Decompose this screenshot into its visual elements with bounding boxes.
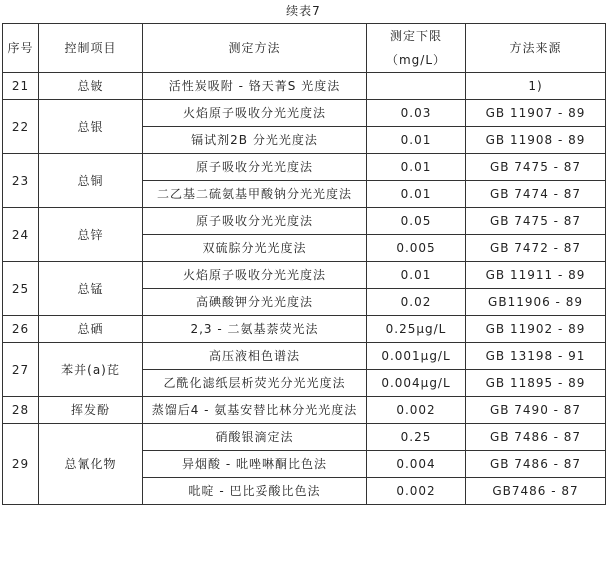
control-item: 苯并(a)芘: [39, 343, 143, 397]
monitoring-methods-table: [2, 23, 606, 505]
source-cell: 1): [466, 73, 606, 100]
control-item: 总氰化物: [39, 424, 143, 505]
control-item: 总锰: [39, 262, 143, 316]
table-body: [3, 73, 606, 505]
row-number: 25: [3, 262, 39, 316]
limit-cell: 0.001μg/L: [367, 343, 466, 370]
limit-cell: 0.05: [367, 208, 466, 235]
method-cell: 原子吸收分光光度法: [143, 208, 367, 235]
source-cell: GB 11895 - 89: [466, 370, 606, 397]
table-caption: 续表7: [286, 4, 321, 18]
source-cell: GB 7474 - 87: [466, 181, 606, 208]
table-row: [3, 424, 606, 451]
method-cell: 高压液相色谱法: [143, 343, 367, 370]
table-row: [3, 397, 606, 424]
limit-cell: 0.02: [367, 289, 466, 316]
method-cell: 镉试剂2B 分光光度法: [143, 127, 367, 154]
table-row: [3, 154, 606, 181]
limit-cell: 0.01: [367, 127, 466, 154]
table-row: [3, 316, 606, 343]
method-cell: 蒸馏后4 - 氨基安替比林分光光度法: [143, 397, 367, 424]
source-cell: GB 7486 - 87: [466, 424, 606, 451]
method-cell: 二乙基二硫氨基甲酸钠分光光度法: [143, 181, 367, 208]
limit-cell: 0.01: [367, 262, 466, 289]
method-cell: 乙酰化滤纸层析荧光分光光度法: [143, 370, 367, 397]
header-limit-line: 测定下限: [389, 29, 442, 43]
method-cell: 活性炭吸附 - 铬天菁S 光度法: [143, 73, 367, 100]
limit-cell: 0.25: [367, 424, 466, 451]
method-cell: 异烟酸 - 吡唑啉酮比色法: [143, 451, 367, 478]
source-cell: GB 7490 - 87: [466, 397, 606, 424]
control-item: 总铜: [39, 154, 143, 208]
row-number: 21: [3, 73, 39, 100]
row-number: 22: [3, 100, 39, 154]
control-item: 挥发酚: [39, 397, 143, 424]
source-cell: GB 13198 - 91: [466, 343, 606, 370]
method-cell: 火焰原子吸收分光光度法: [143, 262, 367, 289]
header-source: 方法来源: [466, 24, 606, 73]
header-limit-text: [370, 24, 462, 72]
control-item: 总铍: [39, 73, 143, 100]
method-cell: 原子吸收分光光度法: [143, 154, 367, 181]
limit-cell: 0.03: [367, 100, 466, 127]
header-row: [3, 24, 606, 73]
source-cell: GB 11908 - 89: [466, 127, 606, 154]
control-item: 总银: [39, 100, 143, 154]
header-method: 测定方法: [143, 24, 367, 73]
header-item: 控制项目: [39, 24, 143, 73]
source-cell: GB 11907 - 89: [466, 100, 606, 127]
row-number: 24: [3, 208, 39, 262]
limit-cell: 0.25μg/L: [367, 316, 466, 343]
method-cell: 硝酸银滴定法: [143, 424, 367, 451]
limit-cell: [367, 73, 466, 100]
method-cell: 2,3 - 二氨基萘荧光法: [143, 316, 367, 343]
source-cell: GB 7475 - 87: [466, 208, 606, 235]
row-number: 28: [3, 397, 39, 424]
source-cell: GB 11902 - 89: [466, 316, 606, 343]
table-row: [3, 100, 606, 127]
limit-cell: 0.004μg/L: [367, 370, 466, 397]
row-number: 29: [3, 424, 39, 505]
limit-cell: 0.01: [367, 181, 466, 208]
method-cell: 火焰原子吸收分光光度法: [143, 100, 367, 127]
table-row: [3, 262, 606, 289]
source-cell: GB 11911 - 89: [466, 262, 606, 289]
table-row: [3, 73, 606, 100]
row-number: 26: [3, 316, 39, 343]
table-row: [3, 343, 606, 370]
table-row: [3, 208, 606, 235]
method-cell: 双硫腙分光光度法: [143, 235, 367, 262]
source-cell: GB11906 - 89: [466, 289, 606, 316]
method-cell: 高碘酸钾分光光度法: [143, 289, 367, 316]
header-limit: [367, 24, 466, 73]
method-cell: 吡啶 - 巴比妥酸比色法: [143, 478, 367, 505]
control-item: 总硒: [39, 316, 143, 343]
limit-cell: 0.002: [367, 397, 466, 424]
limit-cell: 0.01: [367, 154, 466, 181]
source-cell: GB 7475 - 87: [466, 154, 606, 181]
limit-cell: 0.002: [367, 478, 466, 505]
row-number: 27: [3, 343, 39, 397]
header-no: 序号: [3, 24, 39, 73]
header-limit-line: （mg/L）: [385, 53, 447, 67]
source-cell: GB7486 - 87: [466, 478, 606, 505]
source-cell: GB 7472 - 87: [466, 235, 606, 262]
row-number: 23: [3, 154, 39, 208]
source-cell: GB 7486 - 87: [466, 451, 606, 478]
limit-cell: 0.005: [367, 235, 466, 262]
limit-cell: 0.004: [367, 451, 466, 478]
control-item: 总锌: [39, 208, 143, 262]
